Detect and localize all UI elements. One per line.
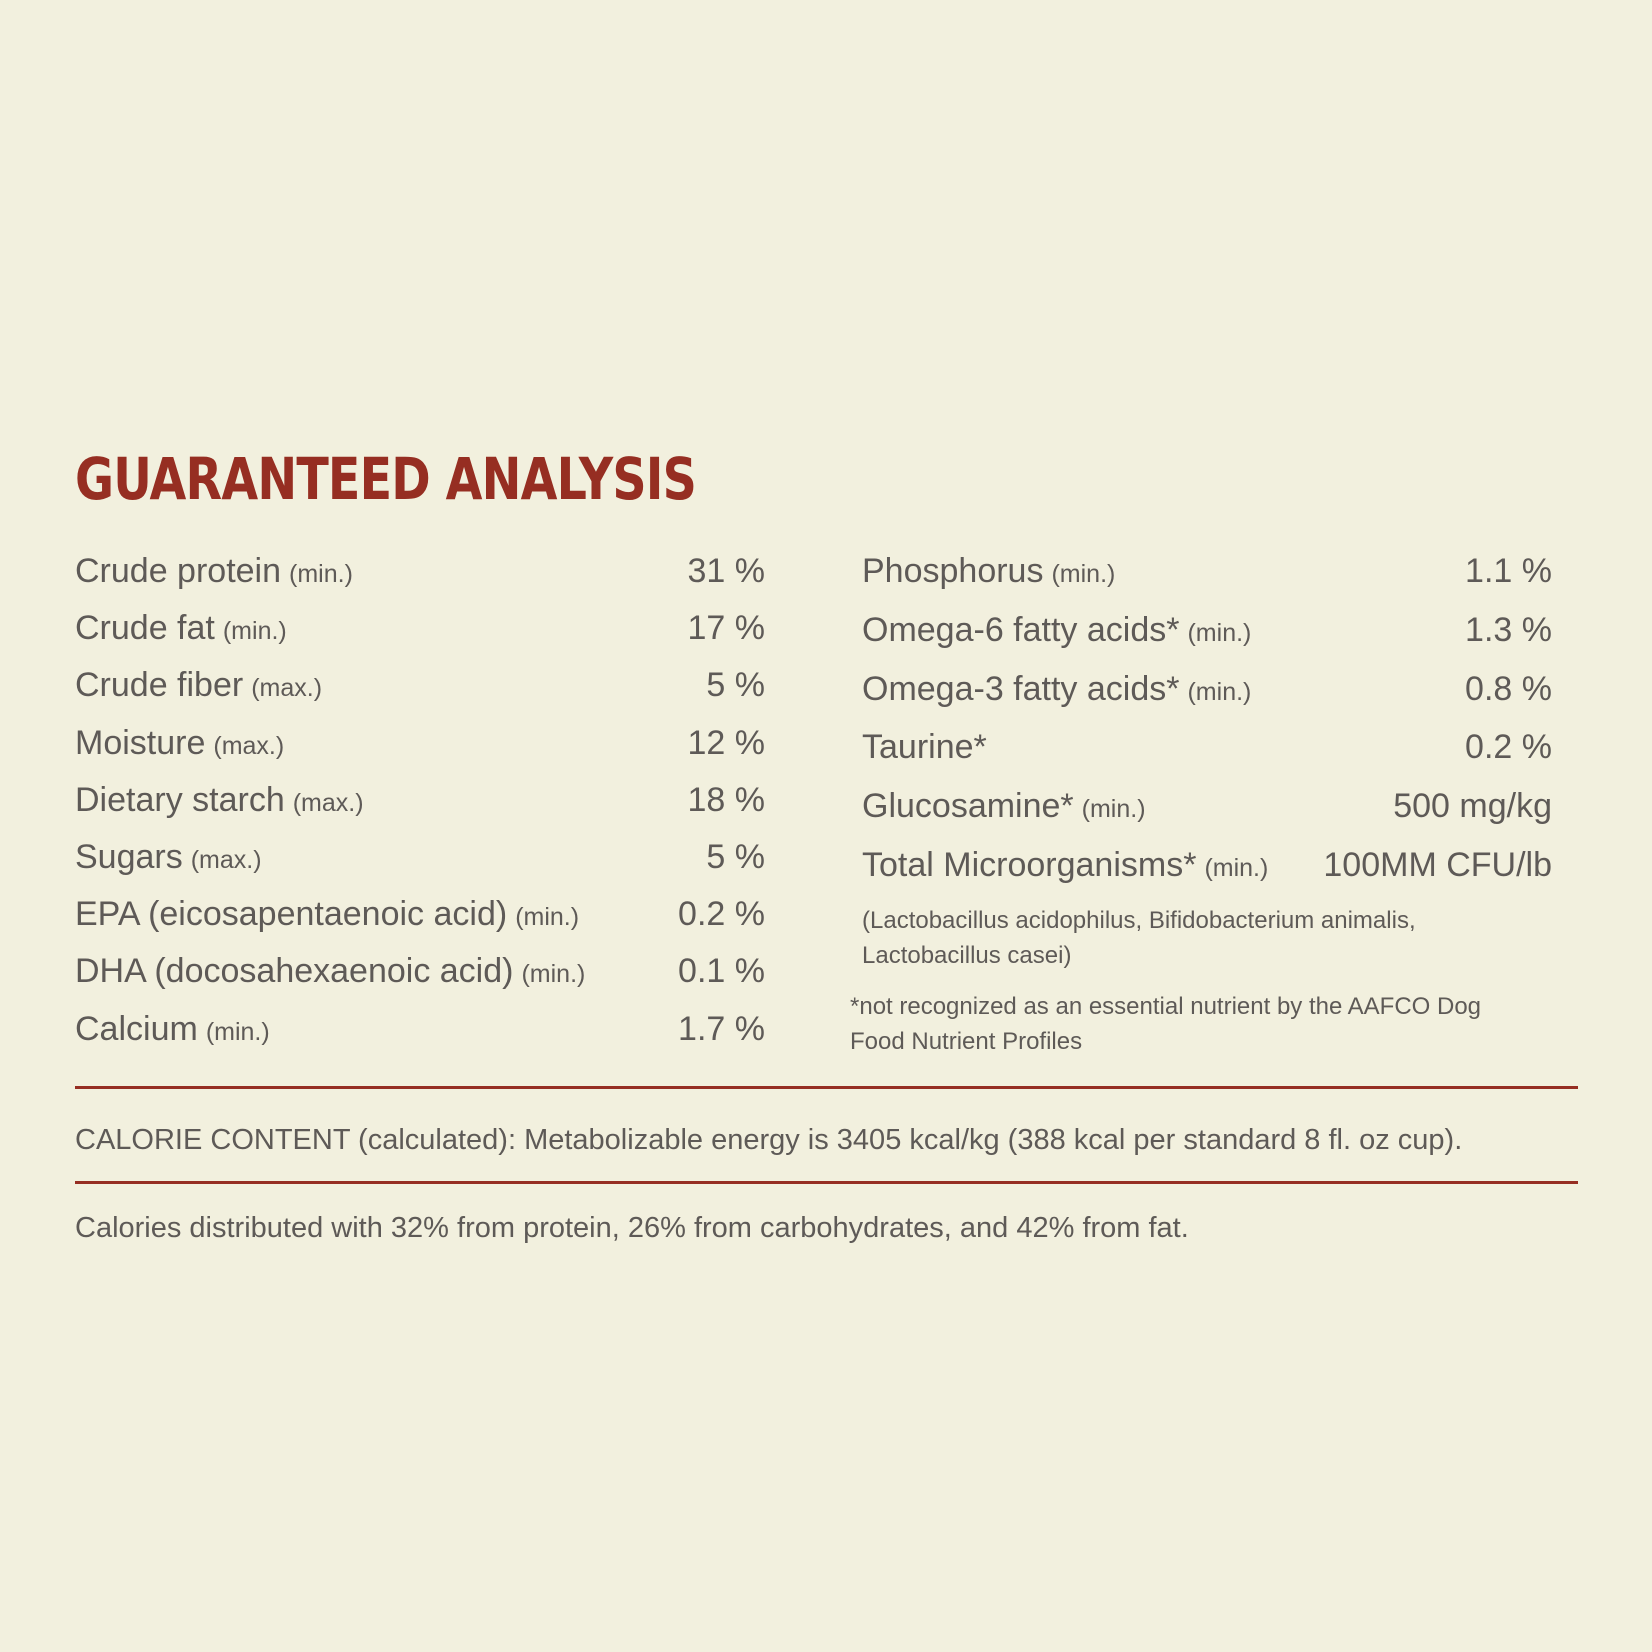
nutrient-value: 100MM CFU/lb (1323, 845, 1552, 884)
analysis-row (75, 781, 765, 838)
nutrient-qualifier: (min.) (515, 903, 580, 932)
nutrient-value: 500 mg/kg (1393, 787, 1552, 826)
calorie-content: CALORIE CONTENT (calculated): Metabolizable energy is 3405 kcal/kg (388 kcal per standard 8 fl. oz cup). (75, 1124, 1463, 1156)
nutrient-label (862, 728, 995, 767)
analysis-row (75, 1010, 765, 1067)
nutrient-label (75, 781, 364, 820)
nutrient-qualifier: (max.) (251, 674, 323, 703)
analysis-row (75, 666, 765, 723)
nutrient-label (862, 846, 1268, 885)
nutrient-label (862, 611, 1251, 650)
nutrient-name: Sugars (75, 837, 183, 876)
nutrient-label (75, 838, 262, 877)
analysis-row (862, 670, 1552, 729)
nutrient-qualifier: (min.) (1187, 618, 1252, 647)
divider-rule (75, 1086, 1578, 1089)
nutrient-name: Dietary starch (75, 780, 285, 819)
nutrient-label (862, 552, 1115, 591)
nutrient-name: Taurine* (862, 728, 987, 767)
analysis-row (862, 552, 1552, 611)
nutrient-value: 0.8 % (1465, 669, 1552, 708)
nutrient-value: 0.2 % (1465, 728, 1552, 767)
footnote: *not recognized as an essential nutrient by the AAFCO Dog Food Nutrient Profiles (850, 992, 1482, 1055)
analysis-row (75, 609, 765, 666)
nutrient-qualifier: (min.) (1081, 795, 1146, 824)
analysis-left-column (75, 552, 765, 1067)
nutrient-value: 1.7 % (678, 1009, 765, 1048)
analysis-row (75, 838, 765, 895)
nutrient-qualifier: (min.) (1204, 853, 1269, 882)
nutrient-label (75, 952, 585, 991)
nutrient-value: 0.2 % (678, 895, 765, 934)
nutrient-value: 1.1 % (1465, 552, 1552, 590)
analysis-row (862, 846, 1552, 905)
nutrient-label (75, 1010, 270, 1049)
nutrient-name: Moisture (75, 723, 206, 762)
nutrient-name: Omega-3 fatty acids* (862, 669, 1180, 708)
nutrient-value: 5 % (706, 837, 765, 876)
nutrient-name: DHA (docosahexaenoic acid) (75, 952, 514, 991)
nutrient-qualifier: (max.) (190, 845, 262, 874)
nutrient-value: 12 % (687, 723, 765, 762)
analysis-row (862, 611, 1552, 670)
nutrient-label (75, 895, 579, 934)
analysis-row (862, 728, 1552, 787)
page-title: GUARANTEED ANALYSIS (75, 445, 697, 513)
nutrient-qualifier: (max.) (213, 731, 285, 760)
analysis-row (75, 895, 765, 952)
calorie-distribution: Calories distributed with 32% from protein, 26% from carbohydrates, and 42% from fat. (75, 1212, 1189, 1244)
analysis-row (862, 787, 1552, 846)
nutrient-value: 5 % (706, 666, 765, 705)
divider-rule (75, 1181, 1578, 1184)
nutrient-label (862, 670, 1251, 709)
nutrient-qualifier: (min.) (521, 960, 586, 989)
nutrient-label (75, 552, 353, 591)
nutrient-qualifier: (min.) (289, 560, 353, 588)
nutrient-value: 0.1 % (678, 952, 765, 991)
nutrient-value: 31 % (687, 552, 765, 590)
nutrient-name: Calcium (75, 1009, 198, 1048)
nutrient-name: Crude fat (75, 609, 215, 648)
nutrient-name: EPA (eicosapentaenoic acid) (75, 895, 508, 934)
nutrient-label (75, 666, 322, 705)
nutrient-name: Glucosamine* (862, 787, 1074, 826)
microorganism-species: (Lactobacillus acidophilus, Bifidobacterium animalis, Lactobacillus casei) (862, 906, 1416, 969)
nutrient-qualifier: (min.) (1051, 560, 1116, 588)
analysis-row (75, 724, 765, 781)
nutrient-label (75, 609, 287, 648)
nutrient-label (862, 787, 1146, 826)
analysis-row (75, 552, 765, 609)
nutrient-qualifier: (min.) (222, 617, 287, 646)
nutrient-value: 18 % (687, 780, 765, 819)
nutrient-name: Crude protein (75, 552, 282, 590)
analysis-row (75, 952, 765, 1009)
analysis-right-column (850, 552, 1552, 1059)
nutrient-qualifier: (max.) (292, 788, 364, 817)
nutrient-name: Omega-6 fatty acids* (862, 610, 1180, 649)
nutrient-name: Phosphorus (862, 552, 1044, 590)
nutrient-qualifier: (min.) (205, 1017, 270, 1046)
nutrient-name: Total Microorganisms* (862, 845, 1197, 884)
nutrient-qualifier: (min.) (1187, 677, 1252, 706)
nutrient-name: Crude fiber (75, 666, 244, 705)
nutrient-value: 1.3 % (1465, 610, 1552, 649)
nutrient-label (75, 724, 284, 763)
nutrient-value: 17 % (687, 609, 765, 648)
